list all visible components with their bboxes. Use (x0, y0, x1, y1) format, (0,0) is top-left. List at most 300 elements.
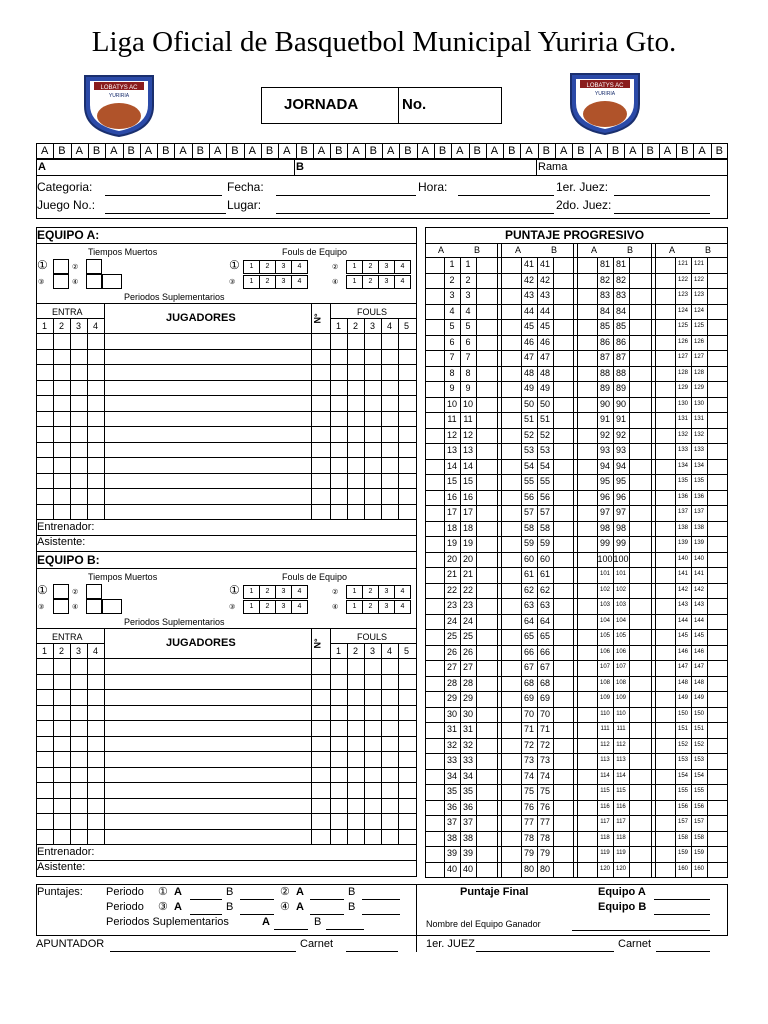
ab-cell[interactable]: B (127, 145, 135, 157)
score-cell-a[interactable]: 47 (523, 352, 534, 362)
team-b-team-foul-cell[interactable]: 3 (378, 585, 395, 599)
score-cell-b[interactable]: 100 (613, 553, 629, 564)
team-b-team-foul-cell[interactable]: 1 (243, 585, 260, 599)
ab-cell[interactable]: B (58, 145, 66, 157)
score-cell-a[interactable]: 41 (523, 259, 534, 269)
score-cell-a[interactable]: 85 (599, 321, 610, 331)
ab-cell[interactable]: A (110, 145, 118, 157)
score-cell-b[interactable]: 120 (615, 865, 626, 872)
team-a-team-foul-cell[interactable]: 1 (346, 260, 363, 274)
score-cell-a[interactable]: 32 (446, 739, 457, 750)
score-cell-b[interactable]: 134 (693, 462, 704, 469)
score-cell-a[interactable]: 143 (677, 602, 688, 608)
score-cell-a[interactable]: 84 (599, 305, 610, 316)
score-cell-a[interactable]: 154 (677, 772, 688, 779)
score-cell-a[interactable]: 14 (446, 460, 457, 471)
team-a-team-foul-cell[interactable]: 2 (259, 260, 276, 274)
score-cell-a[interactable]: 150 (677, 710, 688, 717)
score-cell-b[interactable]: 91 (615, 414, 626, 424)
score-cell-a[interactable]: 155 (677, 788, 688, 794)
score-cell-a[interactable]: 129 (677, 385, 688, 391)
score-cell-a[interactable]: 70 (523, 708, 534, 719)
team-b-player-row[interactable] (104, 674, 311, 690)
team-a-team-foul-cell[interactable]: 4 (291, 260, 308, 274)
score-cell-a[interactable]: 79 (523, 848, 534, 858)
score-cell-a[interactable]: 92 (599, 429, 610, 440)
team-b-timeout-box[interactable] (102, 599, 122, 614)
ab-cell[interactable]: B (681, 145, 689, 157)
score-cell-a[interactable]: 50 (523, 398, 534, 409)
score-cell-a[interactable]: 121 (677, 261, 688, 267)
score-cell-b[interactable]: 127 (693, 354, 704, 360)
score-cell-a[interactable]: 160 (677, 865, 688, 872)
score-cell-a[interactable]: 148 (677, 679, 688, 686)
team-b-timeout-box[interactable] (53, 599, 69, 614)
score-cell-a[interactable]: 117 (600, 819, 610, 825)
score-cell-b[interactable]: 97 (615, 507, 626, 517)
score-cell-b[interactable]: 136 (693, 493, 704, 500)
score-cell-b[interactable]: 106 (615, 648, 626, 655)
score-cell-b[interactable]: 109 (615, 695, 626, 701)
score-cell-a[interactable]: 101 (599, 571, 610, 577)
score-cell-b[interactable]: 119 (616, 850, 626, 856)
team-b-player-row[interactable] (104, 736, 311, 752)
score-cell-b[interactable]: 25 (462, 631, 473, 641)
score-cell-a[interactable]: 93 (599, 445, 610, 455)
score-cell-b[interactable]: 13 (462, 445, 473, 455)
score-cell-b[interactable]: 14 (462, 460, 473, 471)
score-cell-b[interactable]: 8 (465, 367, 471, 378)
score-cell-b[interactable]: 99 (615, 538, 626, 548)
score-cell-b[interactable]: 143 (693, 602, 704, 608)
score-cell-a[interactable]: 66 (523, 646, 534, 657)
score-cell-a[interactable]: 149 (677, 695, 688, 701)
score-cell-a[interactable]: 120 (599, 865, 610, 872)
score-cell-a[interactable]: 60 (523, 553, 534, 564)
score-cell-b[interactable]: 46 (539, 336, 550, 347)
score-cell-b[interactable]: 115 (616, 788, 626, 794)
score-cell-b[interactable]: 94 (615, 460, 626, 471)
score-cell-a[interactable]: 16 (446, 491, 457, 502)
score-cell-b[interactable]: 150 (693, 710, 704, 717)
score-cell-b[interactable]: 16 (462, 491, 473, 502)
score-cell-a[interactable]: 28 (446, 677, 457, 688)
score-cell-b[interactable]: 140 (693, 555, 704, 562)
score-cell-b[interactable]: 80 (539, 863, 550, 874)
ab-cell[interactable]: B (508, 145, 516, 157)
score-cell-a[interactable]: 27 (446, 662, 457, 672)
score-cell-a[interactable]: 130 (677, 400, 688, 407)
score-cell-a[interactable]: 107 (599, 664, 610, 670)
score-cell-b[interactable]: 37 (462, 817, 473, 827)
team-a-player-row[interactable] (104, 473, 311, 489)
score-cell-a[interactable]: 96 (599, 491, 610, 502)
score-cell-a[interactable]: 78 (523, 832, 534, 843)
score-cell-b[interactable]: 39 (462, 848, 473, 858)
team-b-team-foul-cell[interactable]: 2 (362, 585, 379, 599)
score-cell-b[interactable]: 58 (539, 522, 550, 533)
score-cell-b[interactable]: 20 (462, 553, 473, 564)
score-cell-b[interactable]: 77 (539, 817, 550, 827)
score-cell-b[interactable]: 85 (615, 321, 626, 331)
score-cell-b[interactable]: 157 (693, 819, 704, 825)
score-cell-b[interactable]: 50 (539, 398, 550, 409)
ab-cell[interactable]: B (473, 145, 481, 157)
score-cell-b[interactable]: 52 (539, 429, 550, 440)
score-cell-b[interactable]: 84 (615, 305, 626, 316)
team-a-team-foul-cell[interactable]: 3 (275, 275, 292, 289)
ab-cell[interactable]: A (213, 145, 222, 157)
team-a-team-foul-cell[interactable]: 3 (275, 260, 292, 274)
score-cell-a[interactable]: 76 (523, 801, 534, 812)
score-cell-a[interactable]: 116 (600, 803, 610, 810)
team-a-timeout-box[interactable] (53, 259, 69, 274)
score-cell-a[interactable]: 21 (446, 569, 457, 579)
score-cell-a[interactable]: 153 (677, 757, 688, 763)
ab-cell[interactable]: B (265, 145, 274, 157)
score-cell-a[interactable]: 35 (446, 786, 457, 796)
score-cell-b[interactable]: 144 (693, 617, 704, 624)
score-cell-a[interactable]: 88 (599, 367, 610, 378)
score-cell-a[interactable]: 103 (599, 602, 610, 608)
ab-cell[interactable]: B (715, 145, 723, 157)
score-cell-a[interactable]: 46 (523, 336, 534, 347)
score-cell-b[interactable]: 56 (539, 491, 550, 502)
score-cell-b[interactable]: 19 (462, 538, 473, 548)
score-cell-a[interactable]: 2 (449, 274, 455, 285)
score-cell-b[interactable]: 64 (539, 615, 550, 626)
team-b-team-foul-cell[interactable]: 1 (346, 600, 363, 614)
score-cell-b[interactable]: 21 (462, 569, 473, 579)
ab-cell[interactable]: A (559, 145, 568, 157)
score-cell-a[interactable]: 82 (599, 274, 610, 285)
team-b-team-foul-cell[interactable]: 4 (291, 585, 308, 599)
score-cell-a[interactable]: 147 (677, 664, 688, 670)
score-cell-b[interactable]: 31 (462, 724, 473, 734)
score-cell-a[interactable]: 124 (677, 307, 688, 314)
score-cell-b[interactable]: 158 (693, 834, 704, 841)
score-cell-a[interactable]: 140 (677, 555, 688, 562)
score-cell-b[interactable]: 17 (462, 507, 473, 517)
score-cell-b[interactable]: 118 (616, 834, 626, 841)
ab-cell[interactable]: B (577, 145, 585, 157)
score-cell-b[interactable]: 112 (616, 741, 626, 748)
score-cell-b[interactable]: 23 (462, 600, 473, 610)
team-b-team-foul-cell[interactable]: 3 (378, 600, 395, 614)
score-cell-a[interactable]: 12 (446, 429, 457, 440)
score-cell-a[interactable]: 151 (677, 726, 688, 732)
team-a-team-foul-cell[interactable]: 1 (243, 260, 260, 274)
team-b-team-foul-cell[interactable]: 4 (394, 585, 411, 599)
team-a-player-row[interactable] (104, 364, 311, 380)
score-cell-b[interactable]: 152 (693, 741, 704, 748)
team-a-player-row[interactable] (104, 333, 311, 349)
score-cell-a[interactable]: 83 (599, 290, 610, 300)
score-cell-a[interactable]: 23 (446, 600, 457, 610)
score-cell-b[interactable]: 61 (539, 569, 550, 579)
score-cell-a[interactable]: 133 (677, 447, 688, 453)
score-cell-b[interactable]: 12 (462, 429, 473, 440)
score-cell-a[interactable]: 91 (599, 414, 610, 424)
score-cell-a[interactable]: 11 (447, 414, 457, 424)
team-b-timeout-box[interactable] (86, 584, 102, 599)
team-a-team-foul-cell[interactable]: 2 (362, 260, 379, 274)
score-cell-b[interactable]: 146 (693, 648, 704, 655)
ab-cell[interactable]: A (317, 145, 326, 157)
team-b-team-foul-cell[interactable]: 2 (259, 585, 276, 599)
team-b-player-row[interactable] (104, 658, 311, 674)
score-cell-a[interactable]: 39 (446, 848, 457, 858)
score-cell-a[interactable]: 73 (523, 755, 534, 765)
team-a-timeout-box[interactable] (86, 259, 102, 274)
score-cell-b[interactable]: 5 (465, 321, 471, 331)
score-cell-b[interactable]: 128 (693, 369, 704, 376)
score-cell-b[interactable]: 66 (539, 646, 550, 657)
ab-cell[interactable]: B (646, 145, 654, 157)
score-cell-a[interactable]: 134 (677, 462, 688, 469)
score-cell-a[interactable]: 67 (523, 662, 534, 672)
score-cell-b[interactable]: 63 (539, 600, 550, 610)
score-cell-b[interactable]: 159 (693, 850, 704, 856)
score-cell-a[interactable]: 141 (677, 571, 688, 577)
score-cell-a[interactable]: 18 (446, 522, 457, 533)
score-cell-a[interactable]: 138 (677, 524, 688, 531)
score-cell-b[interactable]: 7 (465, 352, 471, 362)
score-cell-a[interactable]: 43 (523, 290, 534, 300)
score-cell-b[interactable]: 3 (465, 290, 471, 300)
score-cell-b[interactable]: 68 (539, 677, 550, 688)
score-cell-b[interactable]: 28 (462, 677, 473, 688)
score-cell-b[interactable]: 149 (693, 695, 704, 701)
score-cell-a[interactable]: 128 (677, 369, 688, 376)
score-cell-b[interactable]: 154 (693, 772, 704, 779)
score-cell-b[interactable]: 67 (539, 662, 550, 672)
score-cell-b[interactable]: 117 (616, 819, 626, 825)
score-cell-b[interactable]: 156 (693, 803, 704, 810)
score-cell-b[interactable]: 83 (615, 290, 626, 300)
score-cell-a[interactable]: 9 (449, 383, 455, 393)
team-b-player-row[interactable] (104, 705, 311, 721)
team-a-player-row[interactable] (104, 395, 311, 411)
team-b-timeout-box[interactable] (53, 584, 69, 599)
score-cell-b[interactable]: 79 (539, 848, 550, 858)
score-cell-a[interactable]: 10 (446, 398, 457, 409)
score-cell-b[interactable]: 43 (539, 290, 550, 300)
ab-cell[interactable]: B (92, 145, 101, 157)
score-cell-a[interactable]: 36 (446, 801, 457, 812)
score-cell-a[interactable]: 99 (599, 538, 610, 548)
score-cell-a[interactable]: 77 (523, 817, 534, 827)
score-cell-b[interactable]: 48 (539, 367, 550, 378)
team-a-timeout-box[interactable] (86, 274, 102, 289)
score-cell-b[interactable]: 76 (539, 801, 550, 812)
score-cell-a[interactable]: 25 (446, 631, 457, 641)
score-cell-b[interactable]: 142 (693, 586, 704, 593)
score-cell-a[interactable]: 108 (599, 679, 610, 686)
score-cell-a[interactable]: 52 (523, 429, 534, 440)
ab-cell[interactable]: B (404, 145, 412, 157)
score-cell-a[interactable]: 51 (523, 414, 534, 424)
ab-cell[interactable]: A (594, 145, 602, 157)
score-cell-a[interactable]: 80 (523, 863, 534, 874)
score-cell-a[interactable]: 157 (677, 819, 688, 825)
score-cell-a[interactable]: 49 (523, 383, 534, 393)
score-cell-a[interactable]: 61 (523, 569, 534, 579)
score-cell-a[interactable]: 59 (523, 538, 534, 548)
score-cell-a[interactable]: 75 (523, 786, 534, 796)
ab-cell[interactable]: B (300, 145, 308, 157)
ab-cell[interactable]: A (525, 145, 533, 157)
team-a-team-foul-cell[interactable]: 2 (362, 275, 379, 289)
ab-cell[interactable]: B (611, 145, 620, 157)
score-cell-b[interactable]: 93 (615, 445, 626, 455)
score-cell-b[interactable]: 10 (462, 398, 473, 409)
score-cell-b[interactable]: 92 (615, 429, 626, 440)
ab-cell[interactable]: B (231, 145, 239, 157)
score-cell-a[interactable]: 137 (677, 509, 688, 515)
score-cell-b[interactable]: 111 (616, 726, 626, 732)
score-cell-b[interactable]: 45 (539, 321, 550, 331)
score-cell-b[interactable]: 131 (693, 416, 704, 422)
score-cell-a[interactable]: 136 (677, 493, 688, 500)
score-cell-a[interactable]: 111 (600, 726, 610, 732)
score-cell-a[interactable]: 54 (523, 460, 534, 471)
score-cell-b[interactable]: 82 (615, 274, 626, 285)
score-cell-a[interactable]: 55 (523, 476, 534, 486)
score-cell-b[interactable]: 110 (616, 710, 626, 717)
score-cell-a[interactable]: 102 (599, 586, 610, 593)
score-cell-b[interactable]: 40 (462, 863, 473, 874)
score-cell-b[interactable]: 35 (462, 786, 473, 796)
score-cell-a[interactable]: 40 (446, 863, 457, 874)
score-cell-a[interactable]: 42 (523, 274, 534, 285)
score-cell-b[interactable]: 65 (539, 631, 550, 641)
score-cell-a[interactable]: 44 (523, 305, 534, 316)
score-cell-a[interactable]: 5 (449, 321, 455, 331)
score-cell-b[interactable]: 90 (615, 398, 626, 409)
score-cell-b[interactable]: 121 (693, 261, 704, 267)
score-cell-b[interactable]: 133 (693, 447, 704, 453)
score-cell-b[interactable]: 155 (693, 788, 704, 794)
score-cell-a[interactable]: 144 (677, 617, 688, 624)
team-b-player-row[interactable] (104, 798, 311, 814)
score-cell-b[interactable]: 36 (462, 801, 473, 812)
score-cell-b[interactable]: 6 (465, 336, 471, 347)
score-cell-a[interactable]: 31 (446, 724, 457, 734)
score-cell-b[interactable]: 87 (615, 352, 626, 362)
team-b-team-foul-cell[interactable]: 1 (346, 585, 363, 599)
score-cell-a[interactable]: 87 (599, 352, 610, 362)
team-a-player-row[interactable] (104, 411, 311, 427)
score-cell-b[interactable]: 70 (539, 708, 550, 719)
score-cell-a[interactable]: 119 (600, 850, 610, 856)
score-cell-b[interactable]: 2 (465, 274, 471, 285)
score-cell-a[interactable]: 22 (446, 584, 457, 595)
team-b-timeout-box[interactable] (86, 599, 102, 614)
team-b-team-foul-cell[interactable]: 4 (394, 600, 411, 614)
team-a-team-foul-cell[interactable]: 1 (243, 275, 260, 289)
ab-cell[interactable]: A (283, 145, 291, 157)
team-b-team-foul-cell[interactable]: 3 (275, 600, 292, 614)
score-cell-b[interactable]: 18 (462, 522, 473, 533)
score-cell-b[interactable]: 74 (539, 770, 550, 781)
team-a-player-row[interactable] (104, 380, 311, 396)
score-cell-a[interactable]: 7 (449, 352, 455, 362)
score-cell-b[interactable]: 145 (693, 633, 704, 639)
score-cell-a[interactable]: 17 (446, 507, 457, 517)
score-cell-b[interactable]: 27 (462, 662, 473, 672)
ab-cell[interactable]: A (144, 145, 153, 157)
score-cell-a[interactable]: 126 (677, 338, 688, 345)
score-cell-a[interactable]: 146 (677, 648, 688, 655)
score-cell-b[interactable]: 49 (539, 383, 550, 393)
score-cell-b[interactable]: 73 (539, 755, 550, 765)
ab-cell[interactable]: B (162, 145, 170, 157)
ab-cell[interactable]: A (179, 145, 187, 157)
score-cell-a[interactable]: 26 (446, 646, 457, 657)
team-b-team-foul-cell[interactable]: 4 (291, 600, 308, 614)
score-cell-a[interactable]: 8 (449, 367, 455, 378)
ab-cell[interactable]: A (490, 145, 499, 157)
score-cell-a[interactable]: 112 (600, 741, 610, 748)
score-cell-a[interactable]: 125 (677, 323, 688, 329)
score-cell-a[interactable]: 68 (523, 677, 534, 688)
score-cell-b[interactable]: 148 (693, 679, 704, 686)
score-cell-a[interactable]: 145 (677, 633, 688, 639)
team-b-team-foul-cell[interactable]: 2 (259, 600, 276, 614)
team-a-team-foul-cell[interactable]: 1 (346, 275, 363, 289)
score-cell-b[interactable]: 59 (539, 538, 550, 548)
score-cell-a[interactable]: 109 (599, 695, 610, 701)
ab-cell[interactable]: A (456, 145, 464, 157)
score-cell-b[interactable]: 138 (693, 524, 704, 531)
score-cell-b[interactable]: 33 (462, 755, 473, 765)
score-cell-b[interactable]: 114 (616, 772, 626, 779)
score-cell-b[interactable]: 51 (539, 414, 550, 424)
score-cell-a[interactable]: 13 (446, 445, 457, 455)
score-cell-b[interactable]: 62 (539, 584, 550, 595)
score-cell-b[interactable]: 98 (615, 522, 626, 533)
ab-cell[interactable]: B (438, 145, 447, 157)
team-a-player-row[interactable] (104, 457, 311, 473)
score-cell-a[interactable]: 81 (599, 259, 610, 269)
score-cell-a[interactable]: 139 (677, 540, 688, 546)
score-cell-a[interactable]: 37 (446, 817, 457, 827)
team-b-player-row[interactable] (104, 767, 311, 783)
ab-cell[interactable]: B (335, 145, 343, 157)
score-cell-a[interactable]: 20 (446, 553, 457, 564)
score-cell-a[interactable]: 45 (523, 321, 534, 331)
score-cell-b[interactable]: 60 (539, 553, 550, 564)
score-cell-b[interactable]: 34 (462, 770, 473, 781)
score-cell-b[interactable]: 116 (616, 803, 626, 810)
score-cell-a[interactable]: 135 (677, 478, 688, 484)
score-cell-a[interactable]: 69 (523, 693, 534, 703)
score-cell-a[interactable]: 34 (446, 770, 457, 781)
score-cell-b[interactable]: 123 (693, 292, 704, 298)
score-cell-b[interactable]: 122 (693, 276, 704, 283)
score-cell-b[interactable]: 96 (615, 491, 626, 502)
score-cell-a[interactable]: 6 (449, 336, 455, 347)
score-cell-b[interactable]: 125 (693, 323, 704, 329)
score-cell-b[interactable]: 41 (539, 259, 550, 269)
score-cell-a[interactable]: 64 (523, 615, 534, 626)
team-a-team-foul-cell[interactable]: 4 (394, 260, 411, 274)
score-cell-b[interactable]: 101 (615, 571, 626, 577)
score-cell-a[interactable]: 1 (449, 259, 455, 269)
score-cell-b[interactable]: 78 (539, 832, 550, 843)
ab-cell[interactable]: A (75, 145, 83, 157)
